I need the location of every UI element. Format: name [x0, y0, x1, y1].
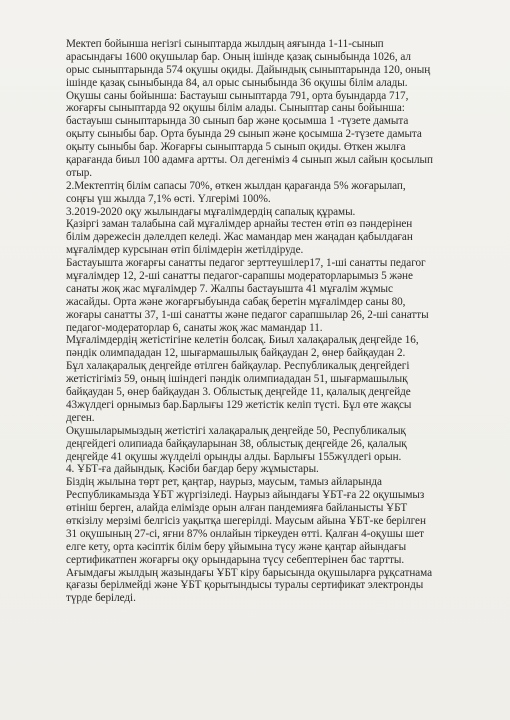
text-line: елге кету, орта кәсіптік білім беру ұйымына түсу және қаңтар айындағы: [66, 540, 407, 553]
text-line: Бұл халақаралық деңгейде өтілген байқаулар. Республикалық деңгейдегі: [66, 360, 410, 373]
text-line: Біздің жылына төрт рет, қаңтар, наурыз, маусым, тамыз айларында: [66, 476, 382, 489]
text-line: оқыту сыныбы бар. Орта буында 29 сынып және қосымша 2-түзете дамыта: [66, 128, 422, 141]
text-line: орыс сыныптарында 574 оқушы оқиды. Дайындық сыныптарында 120, оның: [66, 63, 431, 76]
text-line: Оқушы саны бойынша: Бастауыш сыныптарда 791, орта буындарда 717,: [66, 89, 409, 102]
text-line: мұғалімдер курсынан өтіп білімдерін жетілдіруде.: [66, 244, 304, 257]
text-line: қағазы берілмейді және ҰБТ қорытындысы туралы сертификат электронды: [66, 579, 424, 592]
text-line: Қазіргі заман талабына сай мұғалімдер арнайы тестен өтіп өз пәндерінен: [66, 218, 413, 231]
text-line: білім дәрежесін дәлелдеп келеді. Жас мамандар мен жаңадан қабылдаған: [66, 231, 413, 244]
text-line: түрде беріледі.: [66, 592, 136, 605]
text-line: жетістігіміз 59, оның ішіндегі пәндік олимпиададан 51, шығармашылық: [66, 373, 408, 386]
text-line: Мұғалімдердің жетістігіне келетін болсақ. Биыл халақаралық деңгейде 16,: [66, 334, 419, 347]
text-line: қарағанда биыл 100 адамға артты. Ол дегеніміз 4 сынып жыл сайын қосылып: [66, 154, 433, 167]
text-line: жоғарғы сыныптарда 92 оқушы білім алады. Сыныптар саны бойынша:: [66, 102, 405, 115]
text-line: деңгейдегі олипиада байқауларынан 38, облыстық деңгейде 26, қалалық: [66, 437, 407, 450]
section-heading-3: 3.2019-2020 оқу жылындағы мұғалімдердің сапалық құрамы.: [66, 205, 356, 218]
text-line: санаты жоқ жас мұғалімдер 7. Жалпы бастауышта 41 мұғалім жұмыс: [66, 282, 393, 295]
text-line: өткізілу мерзімі белгісіз уақытқа шегерілді. Маусым айына ҰБТ-ке берілген: [66, 514, 426, 527]
text-line: Бастауышта жоғарғы санатты педагог зерттеушілер17, 1-ші санатты педагог: [66, 257, 426, 270]
text-line: мұғалімдер 12, 2-ші санатты педагог-сарапшы модераторларымыз 5 және: [66, 270, 413, 283]
text-line: бастауыш сыныптарында 30 сынып бар және қосымша 1 -түзете дамыта: [66, 115, 409, 128]
text-line: деңгейде 41 оқушы жүлдеілі орынды алды. Барлығы 155жүлдегі орын.: [66, 450, 402, 463]
section-heading-4: 4. ҰБТ-ға дайындық. Кәсіби бағдар беру жұмыстары.: [66, 463, 319, 476]
text-line: сертификатпен жоғарғы оқу орындарына түсу себептерінен бас тартты.: [66, 553, 405, 566]
text-line: 43жүлдегі орнымыз бар.Барлығы 129 жетістік келіп түсті. Бұл өте жақсы: [66, 398, 412, 411]
text-line: педагог-модераторлар 6, санаты жоқ жас мамандар 11.: [66, 321, 323, 334]
text-line: Республикамызда ҰБТ жүргізіледі. Наурыз айындағы ҰБТ-ға 22 оқушымыз: [66, 489, 425, 502]
text-line: жасайды. Орта және жоғарғыбуында сабақ беретін мұғалімдер саны 80,: [66, 295, 406, 308]
text-line: өтініш берген, алайда елімізде орын алған пандемияға байланысты ҰБТ: [66, 502, 408, 515]
text-line: оқыту сыныбы бар. Жоғарғы сыныптарда 5 сынып оқиды. Өткен жылға: [66, 141, 406, 154]
text-line: арасындағы 1600 оқушылар бар. Оның ішінде қазақ сыныбында 1026, ал: [66, 50, 411, 63]
text-line: отыр.: [66, 166, 92, 179]
text-line: пәндік олимпададан 12, шығармашылық байқаудан 2, өнер байқаудан 2.: [66, 347, 406, 360]
text-line: жоғары санатты 37, 1-ші санатты және педагог сарапшылар 26, 2-ші санатты: [66, 308, 429, 321]
section-heading-2: 2.Мектептің білім сапасы 70%, өткен жылдан қарағанда 5% жоғарылап,: [66, 179, 406, 192]
text-line: деген.: [66, 411, 95, 424]
text-line: 31 оқушының 27-сі, яғни 87% онлайын тіркеуден өтті. Қалған 4-оқушы шет: [66, 527, 424, 540]
text-line: Ағымдағы жылдың жазындағы ҰБТ кіру барысында оқушыларға рұқсатнама: [66, 566, 433, 579]
text-line: Оқушыларымыздың жетістігі халақаралық деңгейде 50, Республикалық: [66, 424, 406, 437]
text-line: соңғы үш жылда 7,1% өсті. Үлгерімі 100%.: [66, 192, 271, 205]
text-line: Мектеп бойынша негізгі сыныптарда жылдың аяғында 1-11-сынып: [66, 38, 384, 50]
text-line: байқаудан 5, өнер байқаудан 3. Облыстық деңгейде 11, қалалық деңгейде: [66, 386, 411, 399]
text-line: ішінде қазақ сыныбында 84, ал орыс сыныбында 36 оқушы білім алады.: [66, 76, 408, 89]
